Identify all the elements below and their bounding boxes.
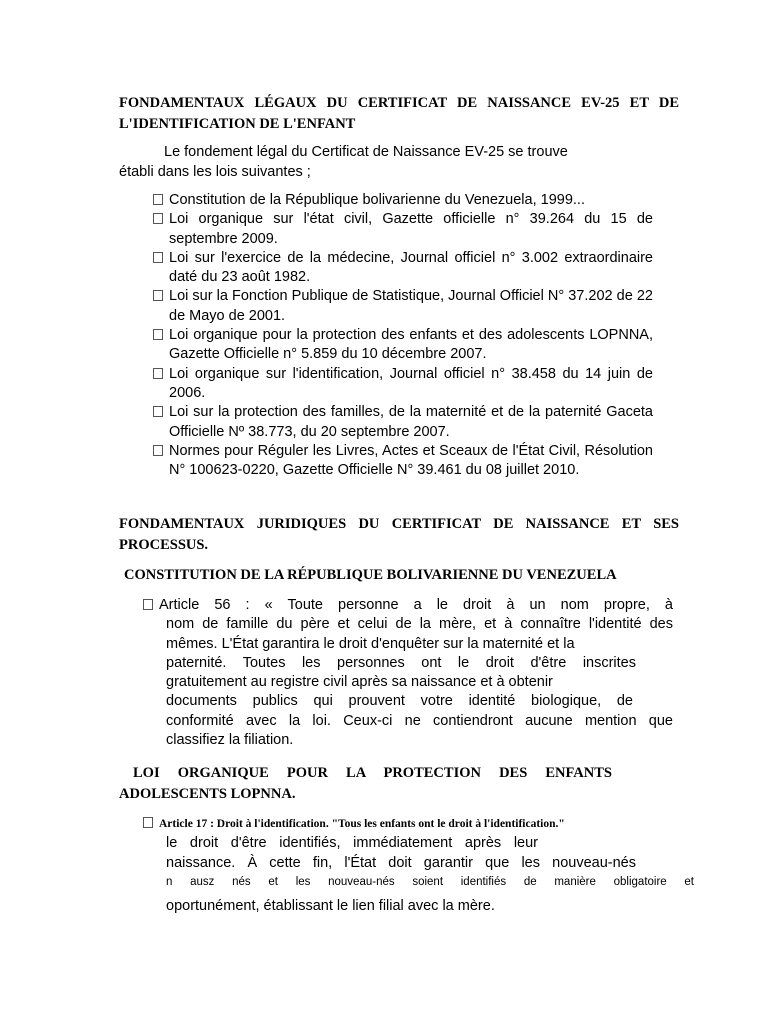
bullet-icon [153,213,163,224]
heading-lopnna-line-2: ADOLESCENTS LOPNNA. [119,786,296,802]
bullet-icon [153,445,163,456]
article-56-line-4: paternité. Toutes les personnes ont le droit d'être inscrites [166,654,636,671]
laws-list [145,191,653,480]
heading-juridical-foundations: FONDAMENTAUX JURIDIQUES DU CERTIFICAT DE NAISSANCE ET SES PROCESSUS. [119,516,679,553]
intro-line-1: Le fondement légal du Certificat de Naissance EV-25 se trouve [164,144,568,160]
intro-paragraph [119,143,679,182]
article-17-title-line: Article 17 : Droit à l'identification. "Tous les enfants ont le droit à l'identification." [143,814,695,834]
list-item: Loi organique sur l'état civil, Gazette officielle n° 39.264 du 15 de septembre 2009. [145,210,653,249]
article-56-line-5: gratuitement au registre civil après sa naissance et à obtenir [166,674,553,691]
article-56-line-6: documents publics qui prouvent votre identité biologique, de [166,693,633,710]
heading-lopnna [119,763,612,784]
article-17-line-4: oportunément, établissant le lien filial avec la mère. [166,898,495,915]
list-item: Normes pour Réguler les Livres, Actes et Sceaux de l'État Civil, Résolution N° 100623-0220, Gazette Officielle N° 39.461 du 08 juillet 2010. [145,442,653,481]
bullet-icon [153,406,163,417]
heading-legal-foundations: FONDAMENTAUX LÉGAUX DU CERTIFICAT DE NAISSANCE EV-25 ET DE L'IDENTIFICATION DE L'ENFANT [119,95,679,132]
list-item: Loi sur l'exercice de la médecine, Journal officiel n° 3.002 extraordinaire daté du 23 août 1982. [145,249,653,288]
list-item: Loi organique sur l'identification, Journal officiel n° 38.458 du 14 juin de 2006. [145,365,653,404]
article-17 [143,814,695,916]
list-item: Loi organique pour la protection des enfants et des adolescents LOPNNA, Gazette Officielle n° 5.859 du 10 décembre 2007. [145,326,653,365]
article-56-line-7: conformité avec la loi. Ceux-ci ne contiendront aucune mention que [166,712,673,729]
bullet-icon [153,368,163,379]
article-56-line-1: Article 56 : « Toute personne a le droit à un nom propre, à [143,596,673,615]
article-56-line-8: classifiez la filiation. [166,732,294,749]
heading-constitution: CONSTITUTION DE LA RÉPUBLIQUE BOLIVARIENNE DU VENEZUELA [124,567,617,583]
bullet-icon [153,329,163,340]
bullet-icon [143,817,153,828]
heading-lopnna-line-1: LOI ORGANIQUE POUR LA PROTECTION DES ENFANTS [133,765,612,781]
bullet-icon [153,252,163,263]
article-56 [143,596,673,750]
list-item: Loi sur la Fonction Publique de Statistique, Journal Officiel N° 37.202 de 22 de Mayo de 2001. [145,287,653,326]
intro-line-2: établi dans les lois suivantes ; [119,163,311,180]
bullet-icon [153,290,163,301]
article-56-line-3: mêmes. L'État garantira le droit d'enquêter sur la maternité et la [166,635,575,652]
list-item: Loi sur la protection des familles, de la maternité et de la paternité Gaceta Officielle Nº 38.773, du 20 septembre 2007. [145,403,653,442]
article-56-line-2: nom de famille du père et celui de la mère, et à connaître l'identité des [166,616,673,633]
bullet-icon [143,599,153,610]
article-17-line-2: naissance. À cette fin, l'État doit garantir que les nouveau-nés [166,854,636,871]
article-17-line-3: n ausz nés et les nouveau-nés soient identifiés de manière obligatoire et [166,875,694,888]
article-17-line-1: le droit d'être identifiés, immédiatement après leur [166,835,538,852]
bullet-icon [153,194,163,205]
list-item: Constitution de la République bolivarienne du Venezuela, 1999... [145,191,653,210]
